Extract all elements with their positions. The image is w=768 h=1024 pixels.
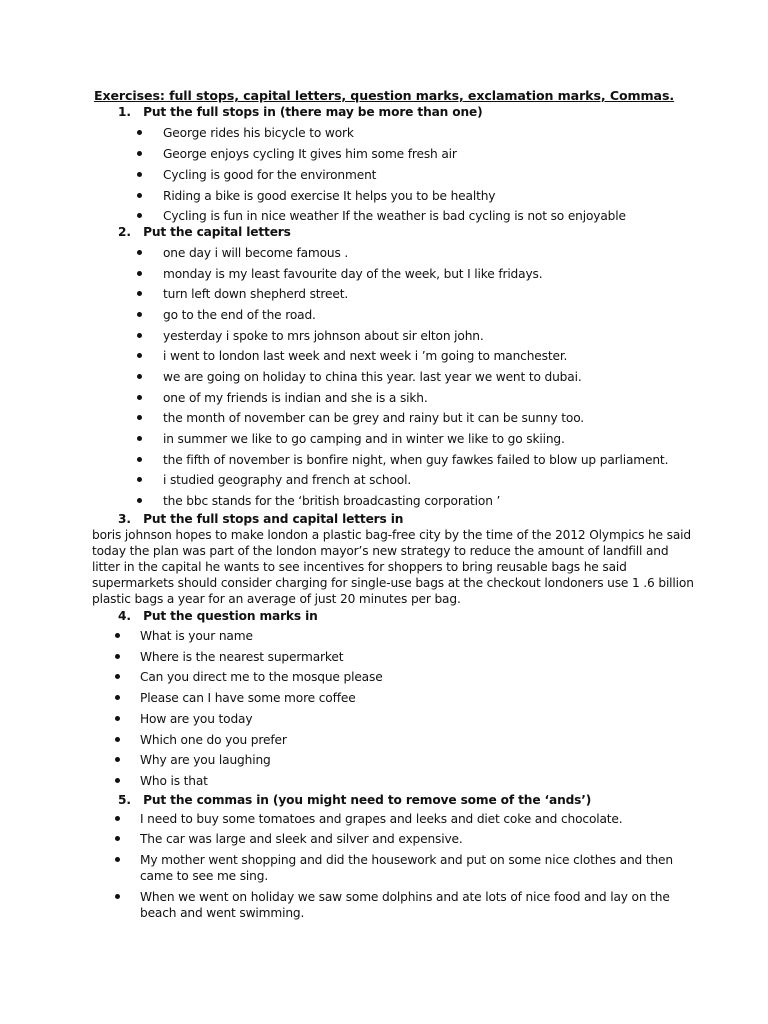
list-item: turn left down shepherd street. <box>163 287 349 301</box>
paragraph-line: supermarkets should consider charging for single-use bags at the checkout londoners use 1 .6 billion <box>92 576 694 590</box>
bullet-icon <box>137 353 142 358</box>
list-item: we are going on holiday to china this year. last year we went to dubai. <box>163 370 582 384</box>
bullet-icon <box>115 894 120 899</box>
list-item: What is your name <box>140 629 253 643</box>
bullet-icon <box>137 436 142 441</box>
list-item: When we went on holiday we saw some dolphins and ate lots of nice food and lay on the <box>140 890 670 904</box>
list-item: How are you today <box>140 712 253 726</box>
list-item: one of my friends is indian and she is a sikh. <box>163 391 428 405</box>
list-item: Cycling is fun in nice weather If the weather is bad cycling is not so enjoyable <box>163 209 626 223</box>
bullet-icon <box>115 633 120 638</box>
bullet-icon <box>115 857 120 862</box>
list-item: the fifth of november is bonfire night, when guy fawkes failed to blow up parliament. <box>163 453 669 467</box>
list-item: go to the end of the road. <box>163 308 316 322</box>
bullet-icon <box>137 130 142 135</box>
list-item: Who is that <box>140 774 208 788</box>
paragraph-line: today the plan was part of the london mayor’s new strategy to reduce the amount of landfill and <box>92 544 669 558</box>
bullet-icon <box>115 757 120 762</box>
list-item: the month of november can be grey and rainy but it can be sunny too. <box>163 411 585 425</box>
bullet-icon <box>115 695 120 700</box>
bullet-icon <box>115 654 120 659</box>
section-5-heading: 5. Put the commas in (you might need to remove some of the ‘ands’) <box>118 793 592 807</box>
list-item: George enjoys cycling It gives him some fresh air <box>163 147 457 161</box>
bullet-icon <box>137 151 142 156</box>
list-item: Please can I have some more coffee <box>140 691 356 705</box>
list-item: one day i will become famous . <box>163 246 349 260</box>
bullet-icon <box>137 312 142 317</box>
list-item: George rides his bicycle to work <box>163 126 354 140</box>
bullet-icon <box>137 213 142 218</box>
bullet-icon <box>137 395 142 400</box>
paragraph-line: litter in the capital he wants to see incentives for shoppers to bring reusable bags he said <box>92 560 627 574</box>
bullet-icon <box>137 172 142 177</box>
paragraph-line: boris johnson hopes to make london a plastic bag-free city by the time of the 2012 Olympics he said <box>92 528 691 542</box>
bullet-icon <box>137 193 142 198</box>
list-item: i studied geography and french at school. <box>163 473 412 487</box>
bullet-icon <box>115 836 120 841</box>
bullet-icon <box>137 457 142 462</box>
section-1-heading: 1. Put the full stops in (there may be more than one) <box>118 105 483 119</box>
bullet-icon <box>137 415 142 420</box>
bullet-icon <box>115 778 120 783</box>
section-3-paragraph <box>92 527 692 607</box>
list-item: My mother went shopping and did the housework and put on some nice clothes and then <box>140 853 673 867</box>
section-2-heading: 2. Put the capital letters <box>118 225 291 239</box>
list-item: monday is my least favourite day of the week, but I like fridays. <box>163 267 543 281</box>
list-item: i went to london last week and next week i ’m going to manchester. <box>163 349 568 363</box>
list-item: Which one do you prefer <box>140 733 287 747</box>
paragraph-line: plastic bags a year for an average of just 20 minutes per bag. <box>92 592 461 606</box>
bullet-icon <box>137 477 142 482</box>
list-item: The car was large and sleek and silver and expensive. <box>140 832 463 846</box>
list-item-continuation: beach and went swimming. <box>140 906 305 920</box>
bullet-icon <box>115 737 120 742</box>
bullet-icon <box>115 816 120 821</box>
list-item: Where is the nearest supermarket <box>140 650 344 664</box>
section-3-heading: 3. Put the full stops and capital letters in <box>118 512 404 526</box>
list-item: the bbc stands for the ‘british broadcasting corporation ’ <box>163 494 501 508</box>
list-item-continuation: came to see me sing. <box>140 869 269 883</box>
bullet-icon <box>137 250 142 255</box>
bullet-icon <box>137 291 142 296</box>
list-item: Riding a bike is good exercise It helps you to be healthy <box>163 189 496 203</box>
bullet-icon <box>137 271 142 276</box>
section-4-heading: 4. Put the question marks in <box>118 609 318 623</box>
worksheet-title: Exercises: full stops, capital letters, question marks, exclamation marks, Commas. <box>93 88 675 103</box>
list-item: Can you direct me to the mosque please <box>140 670 383 684</box>
bullet-icon <box>115 674 120 679</box>
list-item: I need to buy some tomatoes and grapes and leeks and diet coke and chocolate. <box>140 812 623 826</box>
list-item: in summer we like to go camping and in winter we like to go skiing. <box>163 432 565 446</box>
list-item: Cycling is good for the environment <box>163 168 377 182</box>
bullet-icon <box>137 333 142 338</box>
bullet-icon <box>115 716 120 721</box>
bullet-icon <box>137 498 142 503</box>
list-item: yesterday i spoke to mrs johnson about sir elton john. <box>163 329 484 343</box>
bullet-icon <box>137 374 142 379</box>
list-item: Why are you laughing <box>140 753 271 767</box>
